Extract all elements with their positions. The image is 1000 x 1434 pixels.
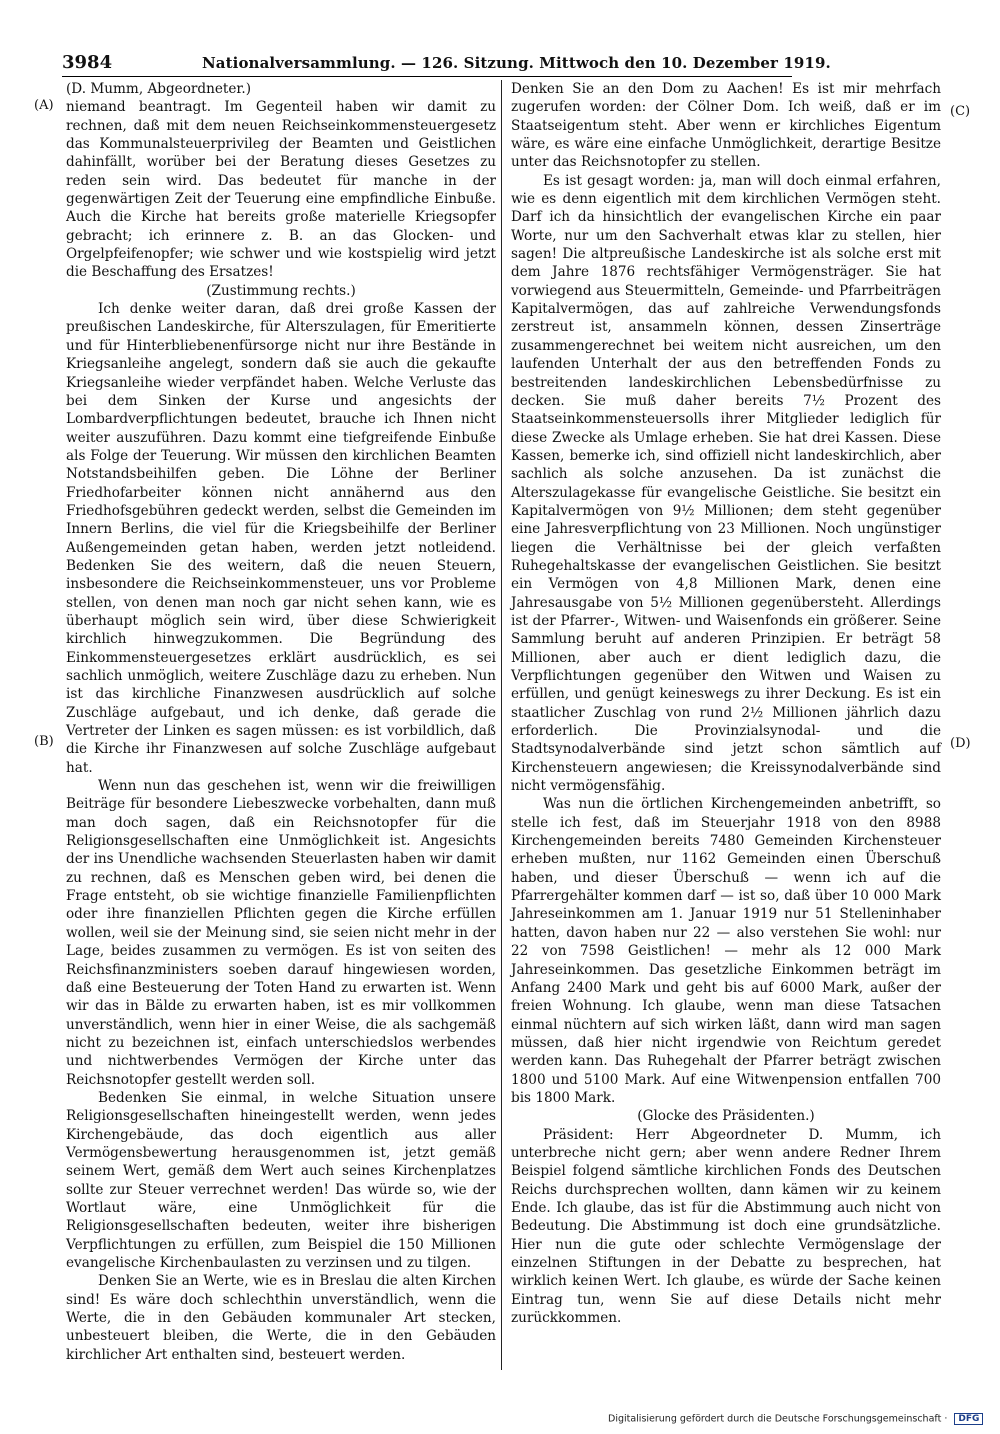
paragraph: Bedenken Sie einmal, in welche Situation unsere Religionsgesellschaften hineingestellt werden, wenn jedes Kirchengebäude, das doch eigentlich aus aller Vermögensbewertung herausgenommen ist, jetzt gemäß seinem Wert, gemäß dem Wert auch seines Kirchenplatzes sollte zur Steuer verrechnet werden! Das würde so, wie der Wortlaut wäre, eine Unmöglichkeit für die Religionsgesellschaften bedeuten, weiter ihre bisherigen Verpflichtungen zu erfüllen, zum Beispiel die 150 Millionen evangelische Kirchenbaulasten zu verzinsen und zu tilgen. — [66, 1089, 496, 1271]
paragraph: niemand beantragt. Im Gegenteil haben wir damit zu rechnen, daß mit dem neuen Reichseinkommensteuergesetz das Kommunalsteuerprivileg der Beamten und Geistlichen dahinfällt, worüber bei der Beratung dieses Gesetzes zu reden sein wird. Das bedeutet für manche in der gegenwärtigen Zeit der Teuerung eine empfindliche Einbuße. Auch die Kirche hat bereits große materielle Kriegsopfer gebracht; ich erinnere z. B. an das Glocken- und Orgelpfeifenopfer; wie schwer und wie kostspielig wird jetzt die Beschaffung des Ersatzes! — [66, 99, 496, 281]
right-column — [511, 80, 941, 1327]
column-divider — [501, 80, 502, 1370]
margin-mark-a: (A) — [34, 98, 54, 113]
margin-mark-d: (D) — [950, 736, 971, 751]
page-number: 3984 — [62, 52, 113, 73]
footer-text: Digitalisierung gefördert durch die Deutsche Forschungsgemeinschaft · — [608, 1413, 948, 1425]
paragraph: Denken Sie an den Dom zu Aachen! Es ist mir mehrfach zugerufen worden: der Cölner Dom. Ich weiß, daß er im Staatseigentum steht. Aber wenn er kirchliches Eigentum wäre, es wäre eine einfache Unmöglichkeit, derartige Besitze unter das Reichsnotopfer zu stellen. — [511, 81, 941, 171]
margin-mark-b: (B) — [34, 734, 54, 749]
paragraph: Denken Sie an Werte, wie es in Breslau die alten Kirchen sind! Es wäre doch schlechthin unverständlich, wenn die Werte, die in den Gebäuden kommunaler Art stecken, unbesteuert bleiben, die Werte, die in den Gebäuden kirchlicher Art enthalten sind, besteuert werden. — [66, 1273, 496, 1363]
page-header — [62, 52, 831, 77]
president-statement: Präsident: Herr Abgeordneter D. Mumm, ich unterbreche nicht gern; aber wenn andere Redner Ihrem Beispiel folgend sämtliche kirchlichen Fonds des Deutschen Reichs durchsprechen wollten, dann kämen wir zu keinem Ende. Ich glaube, das ist für die Abstimmung auch nicht von Bedeutung. Die Abstimmung ist doch eine grundsätzliche. Hier nun die gute oder schlechte Vermögenslage der einzelnen Stiftungen in der Debatte zu besprechen, hat wirklich keinen Wert. Ich glaube, es würde der Sache keinen Eintrag tun, wenn Sie auf diese Details nicht mehr zurückkommen. — [511, 1126, 941, 1327]
paragraph: Was nun die örtlichen Kirchengemeinden anbetrifft, so stelle ich fest, daß im Steuerjahr 1918 von den 8988 Kirchengemeinden bereits 7480 Gemeinden Kirchensteuer erheben mußten, nur 1162 Gemeinden einen Überschuß haben, und dieser Überschuß — wenn ich auf die Pfarrergehälter kommen darf — ist so, daß über 10 000 Mark Jahreseinkommen am 1. Januar 1919 nur 51 Stelleninhaber hatten, davon haben nur 22 — also verstehen Sie wohl: nur 22 von 7598 Geistlichen! — mehr als 12 000 Mark Jahreseinkommen. Das gesetzliche Einkommen beträgt im Anfang 2400 Mark und geht bis auf 6000 Mark, außer der freien Wohnung. Ich glaube, wenn man diese Tatsachen einmal nüchtern auf sich wirken läßt, dann wird man sagen müssen, daß hier nicht irgendwie von Reichtum geredet werden kann. Das Ruhegehalt der Pfarrer beträgt zwischen 1800 und 5100 Mark. Auf eine Witwenpension entfallen 700 bis 1800 Mark. — [511, 796, 941, 1106]
left-column — [66, 80, 496, 1364]
margin-mark-c: (C) — [950, 104, 971, 119]
paragraph: Wenn nun das geschehen ist, wenn wir die freiwilligen Beiträge für besondere Liebeszwecke vorbehalten, dann muß man doch sagen, daß ein Reichsnotopfer für die Religionsgesellschaften eine Unmöglichkeit ist. Angesichts der ins Unendliche wachsenden Steuerlasten haben wir damit zu rechnen, daß es Menschen geben wird, bei denen die Frage entsteht, ob sie wichtige finanzielle Familienpflichten oder ihre finanziellen Pflichten gegen die Kirche erfüllen wollen, weil sie der Meinung sind, sie seien nicht mehr in der Lage, beides zusammen zu vermögen. Es ist von seiten des Reichsfinanzministers soeben darauf hingewiesen worden, daß eine Besteuerung der Toten Hand zu erwarten ist. Wenn wir das in Bälde zu erwarten haben, ist es mir vollkommen unverständlich, wenn hier in einer Weise, die als sachgemäß nicht zu bezeichnen ist, einfach unterschiedslos werbendes und nichtwerbendes Vermögen der Kirche unter das Reichsnotopfer gestellt werden soll. — [66, 778, 496, 1088]
dfg-logo: DFG — [954, 1413, 983, 1425]
paragraph: Es ist gesagt worden: ja, man will doch einmal erfahren, wie es denn eigentlich mit dem kirchlichen Vermögen steht. Darf ich da hinsichtlich der evangelischen Kirche ein paar Worte, nur um den Sachverhalt etwas klar zu stellen, hier sagen! Die altpreußische Landeskirche ist als solche erst mit dem Jahre 1876 rechtsfähiger Vermögensträger. Sie hat vorwiegend aus Steuermitteln, Gemeinde- und Pfarrbeiträgen Kapitalvermögen, das auf zahlreiche Verwendungsfonds zerstreut ist, ansammeln können, dessen Zinserträge zusammengerechnet bei weitem nicht ausreichen, um den laufenden Unterhalt der aus den betreffenden Fonds zu bestreitenden landeskirchlichen Lebensbedürfnisse zu decken. Sie muß daher bereits 7½ Prozent des Staatseinkommensteuersolls ihrer Mitglieder lediglich für diese Zwecke als Umlage erheben. Sie hat drei Kassen. Diese Kassen, bemerke ich, sind offiziell nicht landeskirchlich, aber sachlich als solche anzusehen. Da ist zunächst die Alterszulagekasse für evangelische Geistliche. Sie besitzt ein Kapitalvermögen von 9½ Millionen; dem steht gegenüber eine Jahresverpflichtung von 23 Millionen. Noch ungünstiger liegen die Verhältnisse bei der gleich verfaßten Ruhegehaltskasse der evangelischen Geistlichen. Sie besitzt ein Vermögen von 4,8 Millionen Mark, denen eine Jahresausgabe von 5½ Millionen gegenübersteht. Allerdings ist der Pfarrer-, Witwen- und Waisenfonds ein größerer. Seine Sammlung beruht auf anderen Prinzipien. Er beträgt 58 Millionen, aber auch er dient lediglich dazu, die Verpflichtungen gegenüber den Witwen und Waisen zu erfüllen, und genügt keineswegs zu ihrer Deckung. Es ist ein staatlicher Zuschlag von rund 2½ Millionen jährlich dazu erforderlich. Die Provinzialsynodal- und die Stadtsynodalverbände sind jetzt schon sämtlich auf Kirchensteuern angewiesen; die Kreissynodalverbände sind nicht vermögensfähig. — [511, 172, 941, 795]
speaker-tag: (D. Mumm, Abgeordneter.) — [66, 81, 252, 97]
interjection: (Glocke des Präsidenten.) — [637, 1108, 815, 1125]
paragraph: Ich denke weiter daran, daß drei große Kassen der preußischen Landeskirche, für Alterszulagen, für Emeritierte und für Hinterbliebenenfürsorge nicht nur ihre Bestände in Kriegsanleihe angelegt, sondern daß sie auch die gekaufte Kriegsanleihe wieder verpfändet haben. Welche Verluste das bei dem Sinken der Kurse und angesichts der Lombardverpflichtungen bedeutet, brauche ich Ihnen nicht weiter auszuführen. Dazu kommt eine tiefgreifende Einbuße als Folge der Teuerung. Wir müssen den kirchlichen Beamten Notstandsbeihilfen geben. Die Löhne der Berliner Friedhofarbeiter können nicht annähernd aus den Friedhofsgebühren gedeckt werden, selbst die Gemeinden im Innern Berlins, die viel für die Kriegsbeihilfe der Berliner Außengemeinden getan haben, werden jetzt notleidend. Bedenken Sie des weitern, daß die neuen Steuern, insbesondere die Reichseinkommensteuer, uns vor Probleme stellen, von denen man noch gar nicht sehen kann, wie es überhaupt möglich sein wird, über diese Schwierigkeit kirchlich hinwegzukommen. Die Begründung des Einkommensteuergesetzes erklärt ausdrücklich, es sei sachlich unmöglich, weitere Zuschläge dazu zu erheben. Nun ist das kirchliche Finanzwesen ausdrücklich auf solche Zuschläge aufgebaut, und ich denke, daß gerade die Vertreter der Linken es sagen müssen: es ist vorbildlich, daß die Kirche ihr Finanzwesen auf solche Zuschläge aufgebaut hat. — [66, 301, 496, 776]
digitization-footer — [608, 1413, 983, 1425]
interjection: (Zustimmung rechts.) — [206, 282, 356, 299]
running-head: Nationalversammlung. — 126. Sitzung. Mittwoch den 10. Dezember 1919. — [202, 54, 831, 72]
